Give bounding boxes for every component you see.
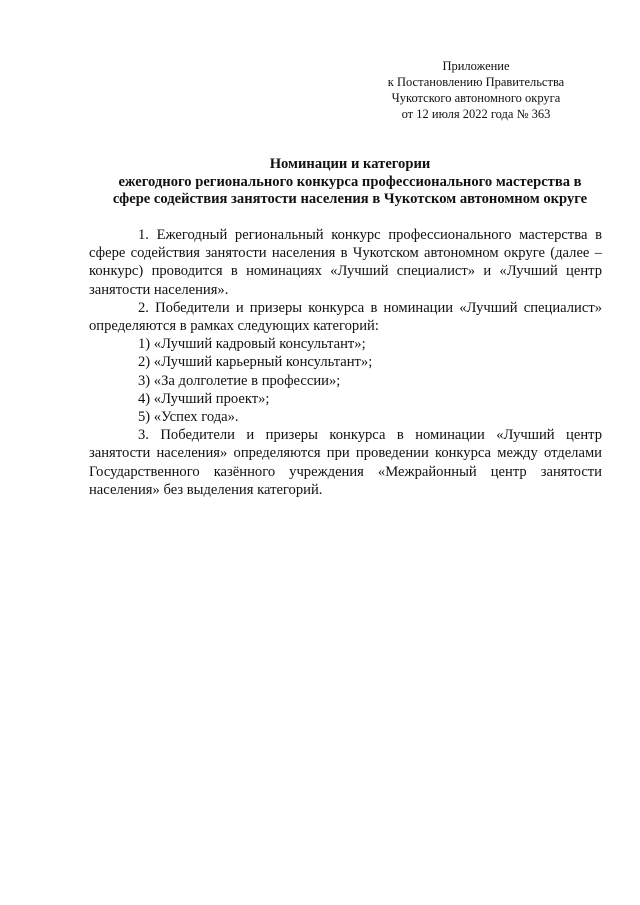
category-item: 4) «Лучший проект»; bbox=[138, 390, 270, 407]
title-line-1: Номинации и категории bbox=[269, 156, 431, 172]
paragraph-2: 2. Победители и призеры конкурса в номинации «Лучший специалист» определяются в рамках следующих категорий: bbox=[89, 299, 602, 335]
document-body bbox=[89, 226, 602, 499]
paragraph-1: 1. Ежегодный региональный конкурс профессионального мастерства в сфере содействия занятости населения в Чукотском автономном округе (далее – конкурс) проводится в номинациях «Лучший специалист» и «Лучший центр занятости населения». bbox=[89, 227, 602, 298]
appendix-label: Приложение bbox=[442, 59, 510, 73]
category-item: 2) «Лучший карьерный консультант»; bbox=[138, 354, 373, 371]
appendix-resolution: к Постановлению Правительства bbox=[387, 75, 565, 89]
paragraph-3: 3. Победители и призеры конкурса в номинации «Лучший центр занятости населения» определяются при проведении конкурса между отделами Государственного казённого учреждения «Межрайонный центр занятости населения» без выделения категорий. bbox=[89, 427, 602, 498]
appendix-authority: Чукотского автономного округа bbox=[391, 91, 561, 105]
appendix-header bbox=[356, 58, 596, 122]
category-item: 3) «За долголетие в профессии»; bbox=[138, 372, 341, 389]
category-item: 1) «Лучший кадровый консультант»; bbox=[138, 336, 366, 353]
document-title bbox=[60, 156, 640, 209]
appendix-date-number: от 12 июля 2022 года № 363 bbox=[401, 107, 551, 121]
category-item: 5) «Успех года». bbox=[138, 409, 239, 426]
title-line-2: ежегодного регионального конкурса профессионального мастерства в bbox=[118, 173, 582, 190]
title-line-3: сфере содействия занятости населения в Чукотском автономном округе bbox=[112, 191, 588, 207]
